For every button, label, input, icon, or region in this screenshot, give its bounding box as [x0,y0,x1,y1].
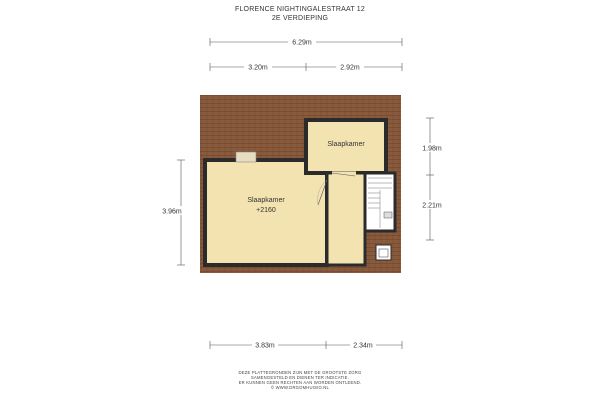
address-title: FLORENCE NIGHTINGALESTRAAT 12 [234,6,365,13]
roof-window [236,152,256,162]
svg-text:3.96m: 3.96m [162,208,182,216]
main-bedroom-label: Slaapkamer [247,197,285,204]
small-bedroom-label: Slaapkamer [327,141,365,148]
disclaimer-line-4: © WWW.DRGOMHUISIO.NL [270,385,330,390]
floor-title: 2E VERDIEPING [271,15,329,22]
staircase [365,173,395,231]
dimension-top-split [210,62,402,72]
main-bedroom-height: +2160 [256,207,276,214]
dimension-top-total [210,37,402,47]
dimension-bottom [210,340,402,350]
disclaimer-line-2: SAMENGESTELD EN DIENEN TER INDICATIE. [251,375,349,380]
dimension-left-height [160,160,186,265]
dim-right-upper-label: 1.98m [422,145,442,153]
dim-top-left-label: 3.20m [248,64,268,72]
dim-top-total-label: 6.29m [292,39,312,47]
boiler-unit [376,245,391,260]
landing-area [327,173,365,265]
dimension-right [420,118,444,240]
dim-bottom-right-label: 2.34m [353,342,373,350]
disclaimer-line-3: ER KUNNEN GEEN RECHTEN AAN WORDEN ONTLEEND. [238,380,362,385]
dim-top-right-label: 2.92m [340,64,360,72]
dim-bottom-left-label: 3.83m [255,342,275,350]
disclaimer-line-1: DEZE PLATTEGRONDEN ZIJN MET DE GROOTSTE ZORG [238,370,362,375]
dim-right-lower-label: 2.21m [422,202,442,210]
